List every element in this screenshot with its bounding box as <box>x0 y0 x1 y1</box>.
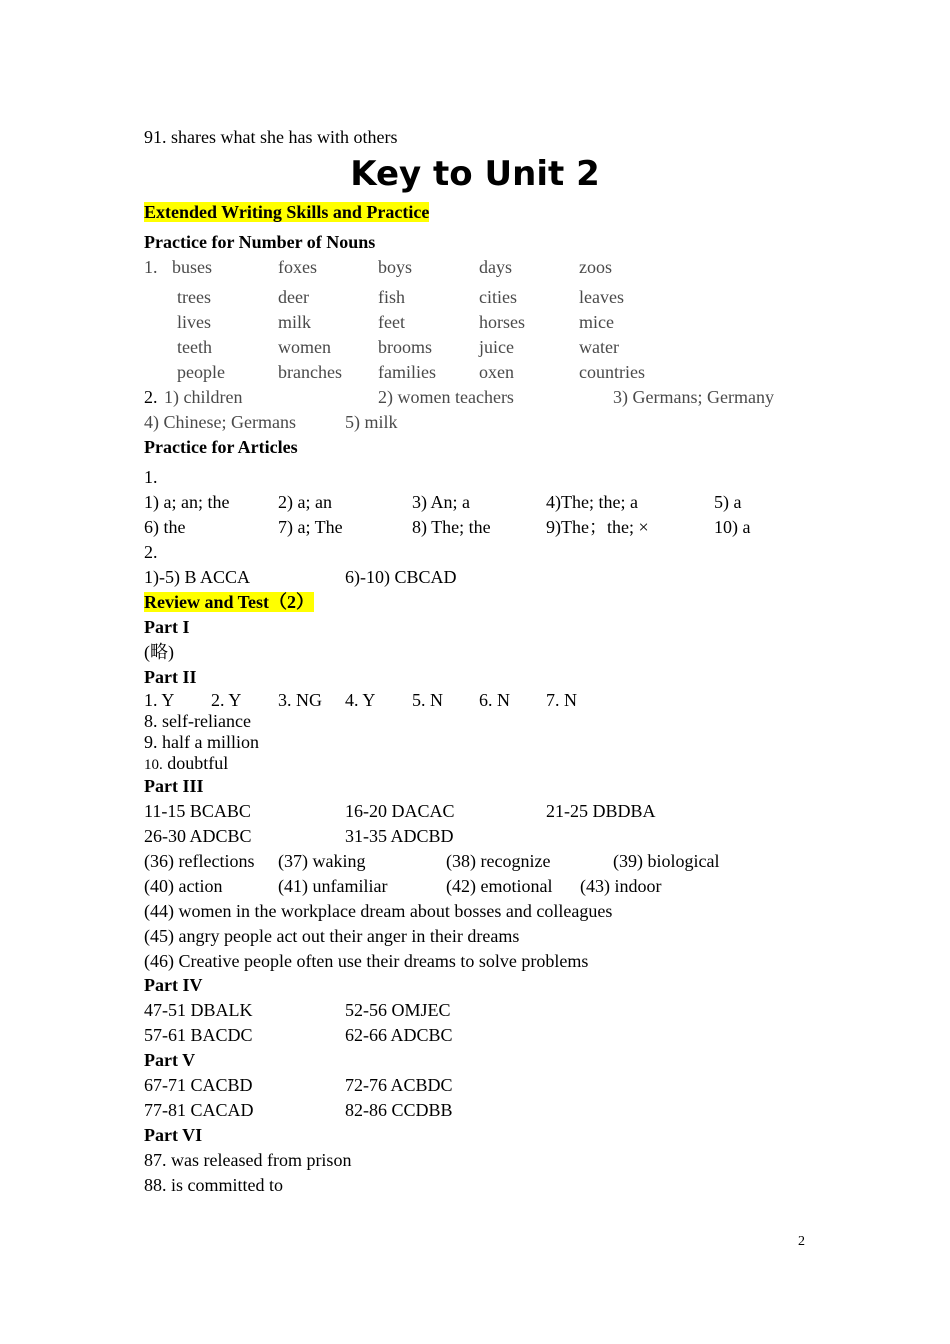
part3-answer: 31-35 ADCBD <box>345 826 454 846</box>
part3-answer: (45) angry people act out their anger in their dreams <box>144 926 520 946</box>
part5-answer: 72-76 ACBDC <box>345 1075 453 1095</box>
part4-answer: 47-51 DBALK <box>144 1000 253 1020</box>
nouns-answer: 4) Chinese; Germans <box>144 412 296 432</box>
part3-answer: (36) reflections <box>144 851 255 871</box>
noun-cell: juice <box>479 337 514 357</box>
noun-cell: zoos <box>579 257 612 277</box>
part5-answer: 77-81 CACAD <box>144 1100 254 1120</box>
part2-answer: 7. N <box>546 690 577 710</box>
part6-answer: 88. is committed to <box>144 1175 283 1195</box>
nouns-item-2-number: 2. <box>144 387 158 407</box>
articles-answer: 5) a <box>714 492 742 512</box>
part3-answer: (37) waking <box>278 851 366 871</box>
part4-answer: 62-66 ADCBC <box>345 1025 453 1045</box>
noun-cell: boys <box>378 257 413 277</box>
part3-answer: 26-30 ADCBC <box>144 826 252 846</box>
answer-91: 91. shares what she has with others <box>144 127 398 147</box>
part4-answer: 52-56 OMJEC <box>345 1000 451 1020</box>
part6-answer: 87. was released from prison <box>144 1150 352 1170</box>
part-heading: Part IV <box>144 975 203 995</box>
part2-answer: 4. Y <box>345 690 376 710</box>
noun-cell: branches <box>278 362 342 382</box>
part5-answer: 82-86 CCDBB <box>345 1100 453 1120</box>
articles-answer: 2) a; an <box>278 492 332 512</box>
noun-cell: leaves <box>579 287 624 307</box>
part3-answer: (40) action <box>144 876 223 896</box>
subheading-number-of-nouns: Practice for Number of Nouns <box>144 232 376 252</box>
noun-cell: deer <box>278 287 309 307</box>
noun-cell: milk <box>278 312 312 332</box>
part-heading: Part V <box>144 1050 196 1070</box>
section-heading-review-test: Review and Test（2） <box>144 592 315 612</box>
articles-item-1-number: 1. <box>144 467 158 487</box>
noun-cell: women <box>278 337 331 357</box>
part-heading: Part I <box>144 617 190 637</box>
noun-cell: horses <box>479 312 525 332</box>
noun-cell: days <box>479 257 512 277</box>
part3-answer: 16-20 DACAC <box>345 801 455 821</box>
part2-answer: 2. Y <box>211 690 242 710</box>
section-heading-extended-writing: Extended Writing Skills and Practice <box>144 202 430 222</box>
noun-cell: brooms <box>378 337 432 357</box>
part2-answer: 8. self-reliance <box>144 711 251 731</box>
articles-answer: 9)The；the; × <box>546 517 649 537</box>
part3-answer: (41) unfamiliar <box>278 876 388 896</box>
articles-answer: 4)The; the; a <box>546 492 638 512</box>
noun-cell: families <box>378 362 436 382</box>
part2-answer: 9. half a million <box>144 732 259 752</box>
articles-answer: 6) the <box>144 517 186 537</box>
part2-answer: 1. Y <box>144 690 175 710</box>
part5-answer: 67-71 CACBD <box>144 1075 253 1095</box>
subheading-articles: Practice for Articles <box>144 437 298 457</box>
noun-cell: people <box>177 362 225 382</box>
part-heading: Part III <box>144 776 204 796</box>
noun-cell: teeth <box>177 337 212 357</box>
noun-cell: water <box>579 337 619 357</box>
noun-cell: fish <box>378 287 405 307</box>
part-heading: Part II <box>144 667 197 687</box>
nouns-item-number: 1. <box>144 257 158 277</box>
page-number: 2 <box>798 1234 805 1249</box>
page-title: Key to Unit 2 <box>350 154 600 194</box>
articles-answer: 3) An; a <box>412 492 470 512</box>
articles-answer: 10) a <box>714 517 751 537</box>
part-heading: Part VI <box>144 1125 203 1145</box>
part2-answer: 10. doubtful <box>144 753 229 773</box>
part3-answer: (46) Creative people often use their dreams to solve problems <box>144 951 589 971</box>
noun-cell: cities <box>479 287 517 307</box>
articles-answer: 1)-5) B ACCA <box>144 567 251 587</box>
noun-cell: buses <box>172 257 212 277</box>
part1-answer: (略) <box>144 642 174 662</box>
part2-answer: 5. N <box>412 690 443 710</box>
articles-answer: 1) a; an; the <box>144 492 230 512</box>
noun-cell: feet <box>378 312 405 332</box>
noun-cell: trees <box>177 287 211 307</box>
noun-cell: lives <box>177 312 211 332</box>
nouns-answer: 2) women teachers <box>378 387 514 407</box>
articles-answer: 7) a; The <box>278 517 343 537</box>
nouns-answer: 5) milk <box>345 412 398 432</box>
part2-answer: 6. N <box>479 690 510 710</box>
noun-cell: countries <box>579 362 645 382</box>
noun-cell: oxen <box>479 362 514 382</box>
part2-answer: 3. NG <box>278 690 322 710</box>
part3-answer: (39) biological <box>613 851 720 871</box>
part3-answer: (42) emotional <box>446 876 553 896</box>
nouns-answer: 3) Germans; Germany <box>613 387 774 407</box>
noun-cell: foxes <box>278 257 317 277</box>
articles-answer: 8) The; the <box>412 517 491 537</box>
nouns-answer: 1) children <box>164 387 243 407</box>
articles-answer: 6)-10) CBCAD <box>345 567 457 587</box>
part4-answer: 57-61 BACDC <box>144 1025 253 1045</box>
part3-answer: (43) indoor <box>580 876 662 896</box>
part3-answer: 11-15 BCABC <box>144 801 251 821</box>
noun-cell: mice <box>579 312 614 332</box>
part3-answer: 21-25 DBDBA <box>546 801 656 821</box>
part3-answer: (44) women in the workplace dream about bosses and colleagues <box>144 901 613 921</box>
part3-answer: (38) recognize <box>446 851 551 871</box>
articles-item-2-number: 2. <box>144 542 158 562</box>
